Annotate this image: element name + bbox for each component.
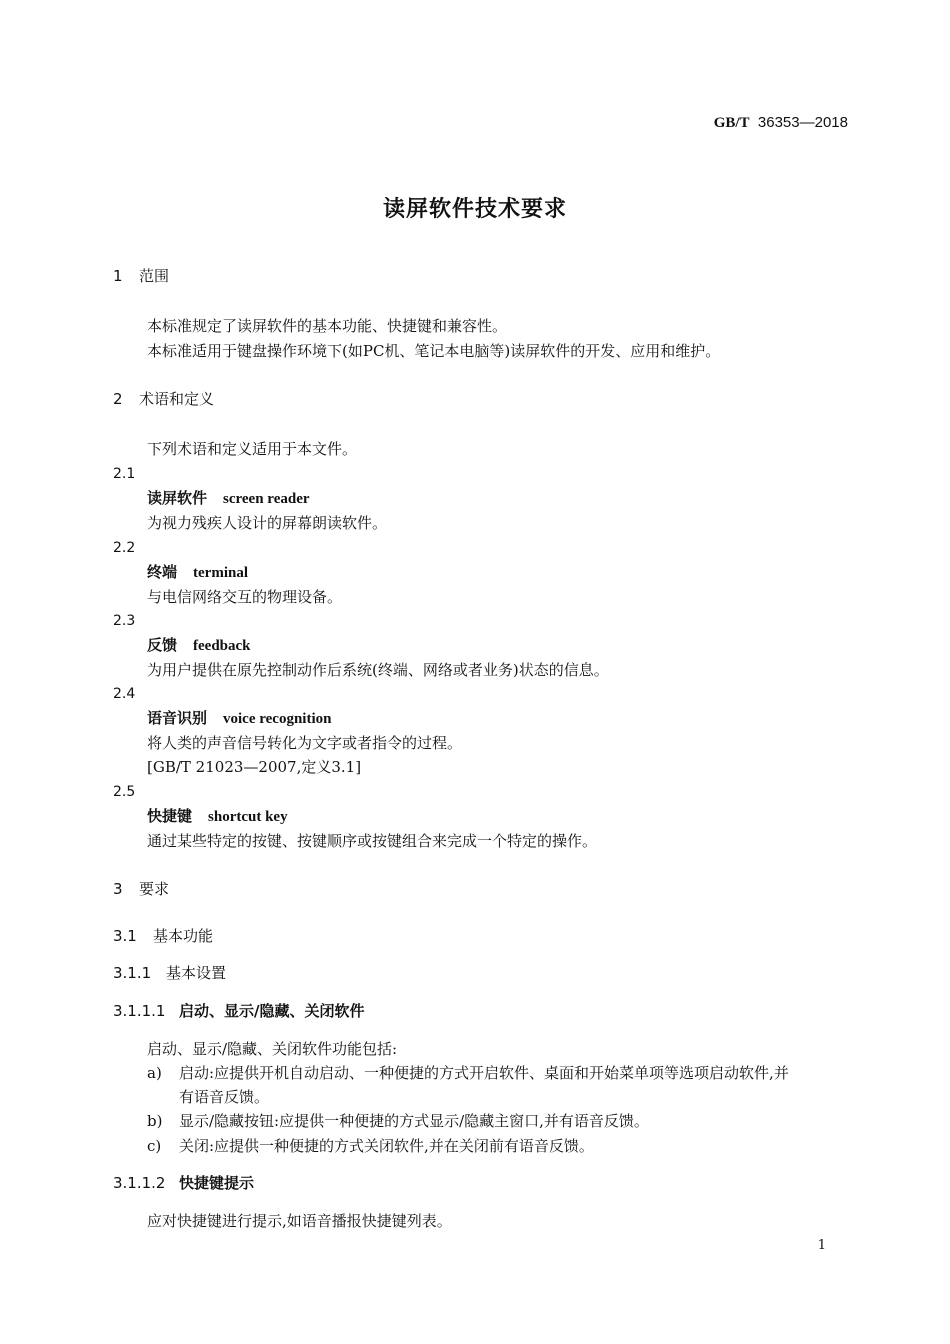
term-chinese: 快捷键 — [147, 807, 193, 825]
subsection-3-1-1-2-heading — [113, 1173, 254, 1193]
standard-code: 36353—2018 — [757, 114, 848, 131]
term-english: terminal — [193, 565, 248, 581]
list-item-label: c) — [147, 1137, 162, 1155]
subsection-3-1-1-heading — [113, 963, 226, 983]
term-chinese: 终端 — [147, 563, 178, 581]
section-title: 要求 — [139, 880, 170, 898]
section-title: 基本功能 — [153, 927, 214, 945]
section-number: 3 — [113, 880, 123, 898]
section-number: 3.1 — [113, 927, 137, 945]
list-item-text: 启动:应提供开机自动启动、一种便捷的方式开启软件、桌面和开始菜单项等选项启动软件,并 — [179, 1064, 789, 1082]
term-entry — [147, 562, 248, 583]
term-number: 2.5 — [113, 784, 136, 800]
term-entry — [147, 708, 331, 729]
term-number: 2.3 — [113, 613, 136, 629]
page-number: 1 — [817, 1238, 826, 1253]
term-number: 2.1 — [113, 466, 136, 482]
term-english: feedback — [193, 638, 251, 654]
section-number: 2 — [113, 390, 123, 408]
term-definition: 与电信网络交互的物理设备。 — [147, 588, 343, 606]
subsection-3-1-heading — [113, 926, 213, 946]
paragraph: 应对快捷键进行提示,如语音播报快捷键列表。 — [147, 1212, 452, 1230]
term-definition: 通过某些特定的按键、按键顺序或按键组合来完成一个特定的操作。 — [147, 832, 598, 850]
term-chinese: 反馈 — [147, 636, 178, 654]
term-definition: 将人类的声音信号转化为文字或者指令的过程。 — [147, 734, 463, 752]
section-title: 范围 — [139, 267, 170, 285]
section-title: 快捷键提示 — [179, 1174, 255, 1192]
term-entry — [147, 488, 310, 509]
list-item-text: 关闭:应提供一种便捷的方式关闭软件,并在关闭前有语音反馈。 — [179, 1137, 594, 1155]
section-number: 1 — [113, 267, 123, 285]
paragraph: 本标准规定了读屏软件的基本功能、快捷键和兼容性。 — [147, 317, 508, 335]
term-number: 2.4 — [113, 686, 136, 702]
term-definition: 为视力残疾人设计的屏幕朗读软件。 — [147, 514, 388, 532]
term-definition: 为用户提供在原先控制动作后系统(终端、网络或者业务)状态的信息。 — [147, 661, 609, 679]
subsection-3-1-1-1-heading — [113, 1001, 364, 1021]
term-source: [GB/T 21023—2007,定义3.1] — [147, 758, 362, 776]
standard-prefix: GB/T — [713, 115, 750, 131]
section-title: 启动、显示/隐藏、关闭软件 — [179, 1002, 365, 1020]
section-1-heading — [113, 266, 169, 286]
term-chinese: 语音识别 — [147, 709, 208, 727]
section-number: 3.1.1 — [113, 964, 152, 982]
term-english: screen reader — [223, 491, 310, 507]
section-number: 3.1.1.1 — [113, 1002, 166, 1020]
term-english: shortcut key — [208, 809, 288, 825]
section-title: 基本设置 — [166, 964, 227, 982]
term-chinese: 读屏软件 — [147, 489, 208, 507]
list-item-label: b) — [147, 1112, 163, 1130]
paragraph: 本标准适用于键盘操作环境下(如PC机、笔记本电脑等)读屏软件的开发、应用和维护。 — [147, 342, 721, 360]
section-number: 3.1.1.2 — [113, 1174, 166, 1192]
list-item-label: a) — [147, 1064, 162, 1082]
standard-number — [714, 113, 848, 133]
list-item-text-continued: 有语音反馈。 — [179, 1088, 270, 1106]
document-title: 读屏软件技术要求 — [382, 196, 567, 222]
section-2-heading — [113, 389, 214, 409]
list-item-text: 显示/隐藏按钮:应提供一种便捷的方式显示/隐藏主窗口,并有语音反馈。 — [179, 1112, 649, 1130]
paragraph: 启动、显示/隐藏、关闭软件功能包括: — [147, 1040, 398, 1058]
section-title: 术语和定义 — [139, 390, 215, 408]
term-number: 2.2 — [113, 540, 136, 556]
term-english: voice recognition — [223, 711, 332, 727]
section-3-heading — [113, 879, 169, 899]
term-entry — [147, 635, 251, 656]
term-entry — [147, 806, 288, 827]
paragraph: 下列术语和定义适用于本文件。 — [147, 440, 358, 458]
